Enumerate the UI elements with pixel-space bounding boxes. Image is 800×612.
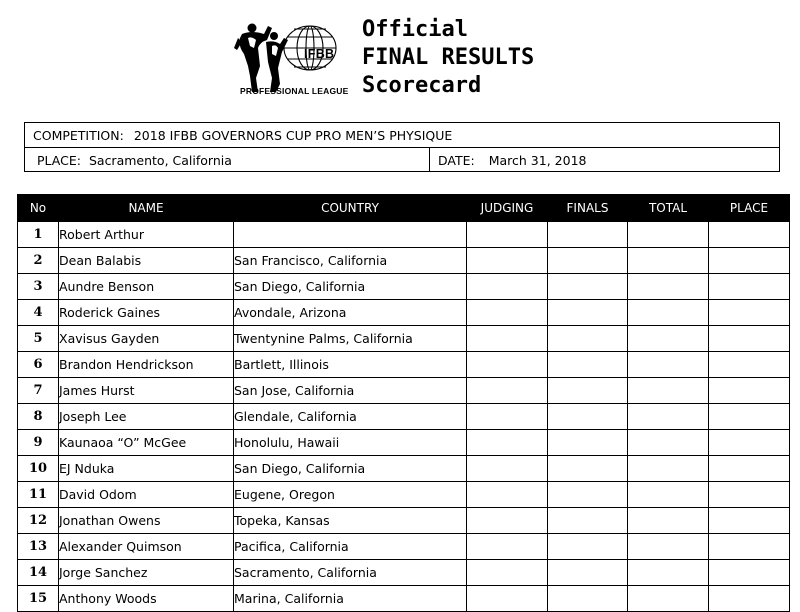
competitor-country: San Diego, California bbox=[234, 456, 467, 482]
competitor-name: James Hurst bbox=[59, 378, 234, 404]
total-score-cell bbox=[628, 248, 709, 274]
finals-score-cell bbox=[548, 274, 628, 300]
place-cell bbox=[709, 404, 790, 430]
finals-score-cell bbox=[548, 508, 628, 534]
column-header-judging: JUDGING bbox=[467, 195, 548, 222]
table-row bbox=[18, 560, 790, 586]
competitor-name: David Odom bbox=[59, 482, 234, 508]
judging-score-cell bbox=[467, 352, 548, 378]
title-line-final-results: FINAL RESULTS bbox=[362, 45, 535, 70]
judging-score-cell bbox=[467, 430, 548, 456]
finals-score-cell bbox=[548, 534, 628, 560]
total-score-cell bbox=[628, 222, 709, 248]
competitor-name: Jorge Sanchez bbox=[59, 560, 234, 586]
competitor-country: Sacramento, California bbox=[234, 560, 467, 586]
competitor-name: Robert Arthur bbox=[59, 222, 234, 248]
place-cell bbox=[709, 430, 790, 456]
total-score-cell bbox=[628, 534, 709, 560]
judging-score-cell bbox=[467, 326, 548, 352]
place-cell bbox=[709, 274, 790, 300]
table-row bbox=[18, 534, 790, 560]
competitor-country: San Francisco, California bbox=[234, 248, 467, 274]
column-header-place: PLACE bbox=[709, 195, 790, 222]
finals-score-cell bbox=[548, 560, 628, 586]
place-label: PLACE: bbox=[37, 152, 81, 168]
judging-score-cell bbox=[467, 586, 548, 612]
competitor-number: 12 bbox=[18, 508, 59, 534]
competitor-name: Roderick Gaines bbox=[59, 300, 234, 326]
total-score-cell bbox=[628, 508, 709, 534]
finals-score-cell bbox=[548, 586, 628, 612]
competitor-number: 15 bbox=[18, 586, 59, 612]
competitor-number: 13 bbox=[18, 534, 59, 560]
total-score-cell bbox=[628, 352, 709, 378]
place-cell bbox=[709, 456, 790, 482]
competitor-country: Marina, California bbox=[234, 586, 467, 612]
finals-score-cell bbox=[548, 352, 628, 378]
total-score-cell bbox=[628, 378, 709, 404]
competitor-name: Anthony Woods bbox=[59, 586, 234, 612]
organization-name: IFBB bbox=[304, 47, 335, 61]
place-cell bbox=[709, 586, 790, 612]
place-cell bbox=[709, 352, 790, 378]
competitor-number: 8 bbox=[18, 404, 59, 430]
competitor-number: 6 bbox=[18, 352, 59, 378]
total-score-cell bbox=[628, 430, 709, 456]
title-line-scorecard: Scorecard bbox=[362, 73, 482, 98]
finals-score-cell bbox=[548, 482, 628, 508]
competitor-country: Pacifica, California bbox=[234, 534, 467, 560]
table-row bbox=[18, 482, 790, 508]
judging-score-cell bbox=[467, 378, 548, 404]
competitor-number: 10 bbox=[18, 456, 59, 482]
date-label: DATE: bbox=[438, 152, 475, 168]
table-row bbox=[18, 326, 790, 352]
column-header-finals: FINALS bbox=[548, 195, 628, 222]
column-header-no: No bbox=[18, 195, 59, 222]
total-score-cell bbox=[628, 404, 709, 430]
competitor-number: 3 bbox=[18, 274, 59, 300]
competitor-name: Jonathan Owens bbox=[59, 508, 234, 534]
competitor-name: Kaunaoa “O” McGee bbox=[59, 430, 234, 456]
table-row bbox=[18, 456, 790, 482]
table-row bbox=[18, 300, 790, 326]
column-header-country: COUNTRY bbox=[234, 195, 467, 222]
competitor-number: 1 bbox=[18, 222, 59, 248]
competitor-country: Twentynine Palms, California bbox=[234, 326, 467, 352]
competitor-country: Glendale, California bbox=[234, 404, 467, 430]
place-cell bbox=[709, 222, 790, 248]
place-cell bbox=[709, 482, 790, 508]
judging-score-cell bbox=[467, 274, 548, 300]
table-row bbox=[18, 248, 790, 274]
place-cell bbox=[709, 378, 790, 404]
competitor-number: 2 bbox=[18, 248, 59, 274]
competitor-number: 14 bbox=[18, 560, 59, 586]
date-value: March 31, 2018 bbox=[488, 152, 587, 168]
title-line-official: Official bbox=[362, 17, 468, 42]
total-score-cell bbox=[628, 274, 709, 300]
place-cell bbox=[709, 508, 790, 534]
league-name: PROFESSIONAL LEAGUE bbox=[240, 86, 349, 96]
total-score-cell bbox=[628, 586, 709, 612]
competitor-country: Honolulu, Hawaii bbox=[234, 430, 467, 456]
finals-score-cell bbox=[548, 326, 628, 352]
table-row bbox=[18, 586, 790, 612]
table-row bbox=[18, 508, 790, 534]
judging-score-cell bbox=[467, 534, 548, 560]
competitor-country bbox=[234, 222, 467, 248]
competitor-country: Avondale, Arizona bbox=[234, 300, 467, 326]
judging-score-cell bbox=[467, 508, 548, 534]
table-row bbox=[18, 222, 790, 248]
competitor-number: 9 bbox=[18, 430, 59, 456]
competition-row bbox=[25, 123, 779, 148]
table-row bbox=[18, 404, 790, 430]
competitor-country: Eugene, Oregon bbox=[234, 482, 467, 508]
competition-value: 2018 IFBB GOVERNORS CUP PRO MEN’S PHYSIQUE bbox=[133, 127, 453, 143]
competitor-name: EJ Nduka bbox=[59, 456, 234, 482]
total-score-cell bbox=[628, 482, 709, 508]
competitor-name: Aundre Benson bbox=[59, 274, 234, 300]
judging-score-cell bbox=[467, 248, 548, 274]
competitor-country: San Jose, California bbox=[234, 378, 467, 404]
table-row bbox=[18, 274, 790, 300]
finals-score-cell bbox=[548, 456, 628, 482]
table-header-row bbox=[18, 195, 790, 222]
competitor-number: 4 bbox=[18, 300, 59, 326]
competitor-number: 7 bbox=[18, 378, 59, 404]
finals-score-cell bbox=[548, 378, 628, 404]
results-table bbox=[17, 194, 790, 612]
column-header-total: TOTAL bbox=[628, 195, 709, 222]
total-score-cell bbox=[628, 560, 709, 586]
competitor-number: 11 bbox=[18, 482, 59, 508]
place-cell bbox=[709, 326, 790, 352]
judging-score-cell bbox=[467, 300, 548, 326]
table-row bbox=[18, 430, 790, 456]
competition-info-box bbox=[24, 122, 780, 172]
place-cell bbox=[709, 534, 790, 560]
judging-score-cell bbox=[467, 560, 548, 586]
competitor-name: Brandon Hendrickson bbox=[59, 352, 234, 378]
place-date-row bbox=[25, 148, 779, 172]
total-score-cell bbox=[628, 326, 709, 352]
competitor-number: 5 bbox=[18, 326, 59, 352]
competition-label: COMPETITION: bbox=[33, 127, 124, 143]
competitor-country: Bartlett, Illinois bbox=[234, 352, 467, 378]
competitor-name: Xavisus Gayden bbox=[59, 326, 234, 352]
finals-score-cell bbox=[548, 248, 628, 274]
place-cell bbox=[709, 560, 790, 586]
place-cell bbox=[25, 148, 430, 172]
finals-score-cell bbox=[548, 430, 628, 456]
competitor-name: Alexander Quimson bbox=[59, 534, 234, 560]
place-cell bbox=[709, 300, 790, 326]
finals-score-cell bbox=[548, 222, 628, 248]
column-header-name: NAME bbox=[59, 195, 234, 222]
place-cell bbox=[709, 248, 790, 274]
judging-score-cell bbox=[467, 222, 548, 248]
finals-score-cell bbox=[548, 404, 628, 430]
judging-score-cell bbox=[467, 404, 548, 430]
competitor-name: Joseph Lee bbox=[59, 404, 234, 430]
total-score-cell bbox=[628, 300, 709, 326]
judging-score-cell bbox=[467, 482, 548, 508]
judging-score-cell bbox=[467, 456, 548, 482]
table-row bbox=[18, 352, 790, 378]
table-row bbox=[18, 378, 790, 404]
total-score-cell bbox=[628, 456, 709, 482]
place-value: Sacramento, California bbox=[88, 152, 232, 168]
competitor-country: San Diego, California bbox=[234, 274, 467, 300]
competitor-country: Topeka, Kansas bbox=[234, 508, 467, 534]
finals-score-cell bbox=[548, 300, 628, 326]
document-title bbox=[362, 16, 534, 100]
competitor-name: Dean Balabis bbox=[59, 248, 234, 274]
date-cell bbox=[430, 148, 586, 172]
